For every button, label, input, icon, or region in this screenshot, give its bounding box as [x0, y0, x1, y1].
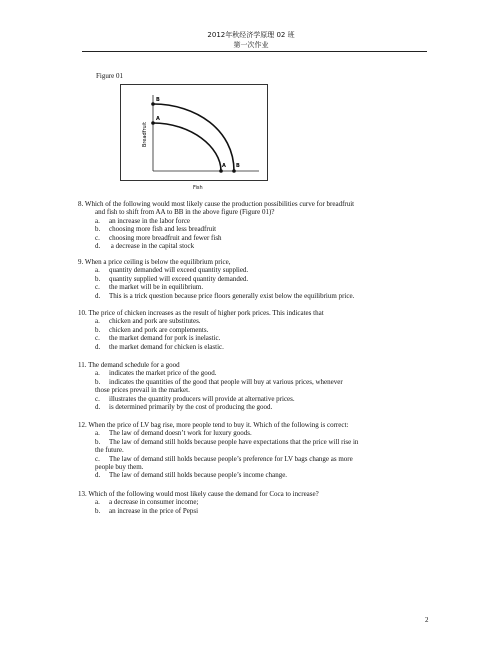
option: d. This is a trick question because price floors generally exist below the equilibrium price.: [95, 291, 355, 300]
option: a. a decrease in consumer income;: [95, 498, 199, 507]
option: b. indicates the quantities of the good that people will buy at various prices, whenever: [95, 377, 343, 386]
question-stem-continued: and fish to shift from AA to BB in the above figure (Figure 01)?: [95, 208, 275, 217]
option: d. is determined primarily by the cost of producing the good.: [95, 403, 273, 412]
header-rule: [82, 51, 427, 52]
question-12: [78, 421, 358, 480]
curve-bb: [153, 104, 234, 171]
option: b. an increase in the price of Pepsi: [95, 506, 199, 515]
y-axis-label: Breadfruit: [142, 121, 148, 147]
option: a. an increase in the labor force: [95, 216, 191, 225]
option: c. choosing more breadfruit and fewer fish: [95, 233, 222, 242]
point-b-x: [232, 169, 236, 173]
option: b. chicken and pork are complements.: [95, 325, 209, 334]
figure-caption: Figure 01: [96, 72, 124, 80]
option: a. indicates the market price of the good.: [95, 369, 217, 378]
option: a. quantity demanded will exceed quantity supplied.: [95, 266, 249, 275]
label-b-x: B: [236, 163, 240, 169]
option: c. the market demand for pork is inelastic.: [95, 334, 221, 343]
option: b. choosing more fish and less breadfruit: [95, 225, 217, 234]
curve-aa: [153, 123, 221, 171]
question-13: [78, 490, 319, 515]
point-a-x: [219, 169, 223, 173]
label-b-y: B: [156, 97, 160, 103]
option: b. The law of demand still holds because people have expectations that the price will rise in: [95, 437, 359, 446]
option-continued: people buy them.: [95, 463, 144, 472]
question-10: [78, 309, 324, 351]
option: d. The law of demand still holds because people’s income change.: [95, 471, 288, 480]
option-continued: the future.: [95, 446, 124, 455]
ppf-chart: [121, 85, 269, 182]
option: d. the market demand for chicken is elastic.: [95, 342, 224, 351]
page-number: 2: [425, 616, 429, 624]
question-stem: 9. When a price ceiling is below the equilibrium price,: [78, 258, 231, 266]
header-course-title: 2012年秋经济学原理 02 班: [207, 31, 295, 39]
question-stem: 11. The demand schedule for a good: [78, 361, 180, 369]
question-11: [78, 361, 343, 411]
option: c. The law of demand still holds because people’s preference for LV bags change as more: [95, 454, 353, 463]
header-assignment-title: 第一次作业: [233, 41, 269, 49]
question-stem: 10. The price of chicken increases as the result of higher pork prices. This indicates that: [78, 309, 324, 317]
label-a-y: A: [156, 116, 160, 122]
question-stem: 13. Which of the following would most likely cause the demand for Coca to increase?: [78, 490, 319, 498]
point-b-y: [151, 102, 155, 106]
option: a. The law of demand doesn’t work for luxury goods.: [95, 429, 252, 438]
option: b. quantity supplied will exceed quantity demanded.: [95, 274, 249, 283]
x-axis-label: Fish: [193, 185, 203, 191]
option: a. chicken and pork are substitutes.: [95, 317, 201, 326]
question-9: [78, 258, 354, 300]
option: c. illustrates the quantity producers will provide at alternative prices.: [95, 394, 295, 403]
label-a-x: A: [222, 163, 226, 169]
option-continued: those prices prevail in the market.: [95, 386, 190, 395]
question-stem: 8. Which of the following would most likely cause the production possibilities curve for breadfruit: [78, 200, 355, 208]
point-a-y: [151, 121, 155, 125]
option: d. a decrease in the capital stock: [95, 242, 195, 251]
option: c. the market will be in equilibrium.: [95, 283, 204, 292]
ppf-figure: [120, 84, 268, 181]
question-stem: 12. When the price of LV bag rise, more people tend to buy it. Which of the following is correct:: [78, 421, 349, 429]
question-8: [78, 200, 354, 250]
